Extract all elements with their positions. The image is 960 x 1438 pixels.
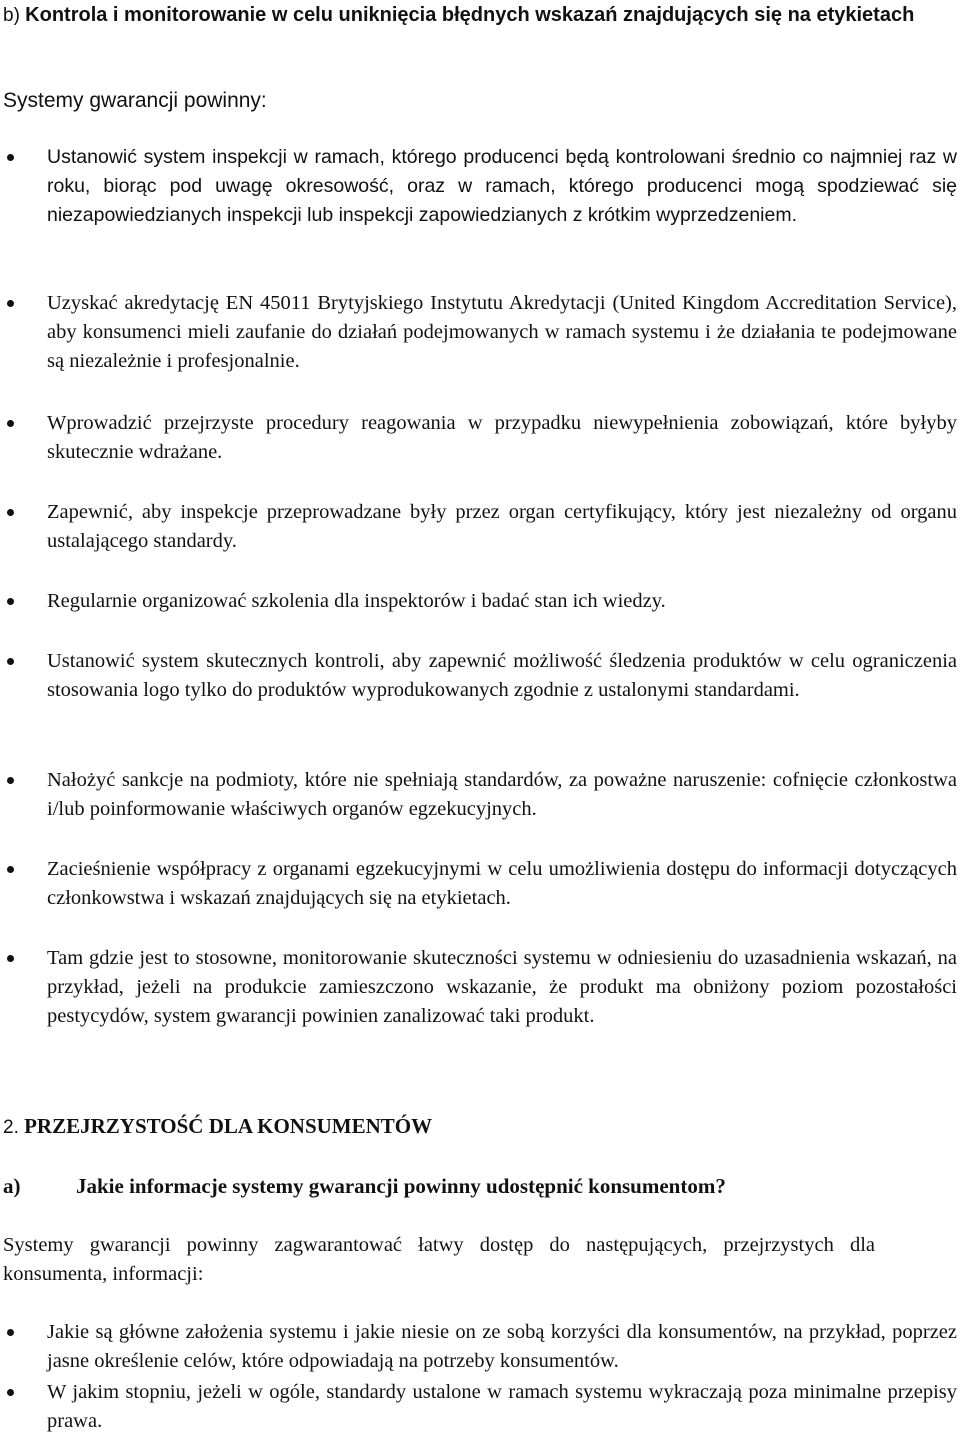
question-text: Jakie informacje systemy gwarancji powinny udostępnić konsumentom?	[76, 1174, 726, 1198]
section-title: PRZEJRZYSTOŚĆ DLA KONSUMENTÓW	[24, 1114, 433, 1138]
bullet-icon	[7, 658, 19, 670]
list-item-text: Jakie są główne założenia systemu i jakie niesie on ze sobą korzyści dla konsumentów, na przykład, poprzez jasne określenie celów, które odpowiadają na potrzeby konsumentów.	[47, 1321, 957, 1372]
list-item-text: W jakim stopniu, jeżeli w ogóle, standardy ustalone w ramach systemu wykraczają poza minimalne przepisy prawa.	[47, 1381, 957, 1432]
subsection-title: Kontrola i monitorowanie w celu uniknięcia błędnych wskazań znajdujących się na etykietach	[25, 4, 915, 26]
list-item-text: Tam gdzie jest to stosowne, monitorowanie skuteczności systemu w odniesieniu do uzasadnienia wskazań, na przykład, jeżeli na produkcie zamieszczono wskazanie, że produkt ma obniżony poziom pozostałości pestycydów, system gwarancji powinien zanalizować taki produkt.	[47, 947, 957, 1027]
subsection-prefix: b)	[3, 5, 20, 26]
list-item-text: Wprowadzić przejrzyste procedury reagowania w przypadku niewypełnienia zobowiązań, które byłyby skutecznie wdrażane.	[47, 412, 957, 463]
paragraph: Systemy gwarancji powinny zagwarantować łatwy dostęp do następujących, przejrzystych dla konsumenta, informacji:	[3, 1234, 875, 1285]
section-number: 2.	[3, 1117, 19, 1138]
bullet-icon	[7, 777, 19, 789]
bullet-icon	[7, 300, 19, 312]
question-label: a)	[3, 1174, 21, 1198]
question-heading	[3, 1172, 953, 1201]
section-heading	[3, 1112, 432, 1142]
list-item-text: Regularnie organizować szkolenia dla inspektorów i badać stan ich wiedzy.	[47, 590, 666, 612]
list-item-text: Nałożyć sankcje na podmioty, które nie spełniają standardów, za poważne naruszenie: cofnięcie członkostwa i/lub poinformowanie właściwych organów egzekucyjnych.	[47, 769, 957, 820]
bullet-icon	[7, 866, 19, 878]
list-item-text: Ustanowić system inspekcji w ramach, którego producenci będą kontrolowani średnio co najmniej raz w roku, biorąc pod uwagę okresowość, oraz w ramach, którego producenci mogą spodziewać się niezapowiedzianych inspekcji lub inspekcji zapowiedzianych z krótkim wyprzedzeniem.	[47, 146, 957, 226]
bullet-icon	[7, 598, 19, 610]
list-item-text: Ustanowić system skutecznych kontroli, aby zapewnić możliwość śledzenia produktów w celu ograniczenia stosowania logo tylko do produktów wyprodukowanych zgodnie z ustalonymi standardami.	[47, 650, 957, 701]
bullet-icon	[7, 154, 19, 166]
bullet-icon	[7, 509, 19, 521]
bullet-icon	[7, 1329, 19, 1341]
list-item-text: Uzyskać akredytację EN 45011 Brytyjskiego Instytutu Akredytacji (United Kingdom Accreditation Service), aby konsumenci mieli zaufanie do działań podejmowanych w ramach systemu i że działania te podejmowane są niezależnie i profesjonalnie.	[47, 292, 957, 372]
intro-text: Systemy gwarancji powinny:	[3, 89, 267, 112]
bullet-icon	[7, 420, 19, 432]
bullet-icon	[7, 1389, 19, 1401]
list-item-text: Zacieśnienie współpracy z organami egzekucyjnymi w celu umożliwienia dostępu do informacji dotyczących członkowstwa i wskazań znajdujących się na etykietach.	[47, 858, 957, 909]
subsection-heading	[3, 0, 955, 30]
list-item-text: Zapewnić, aby inspekcje przeprowadzane były przez organ certyfikujący, który jest niezależny od organu ustalającego standardy.	[47, 501, 957, 552]
bullet-icon	[7, 955, 19, 967]
